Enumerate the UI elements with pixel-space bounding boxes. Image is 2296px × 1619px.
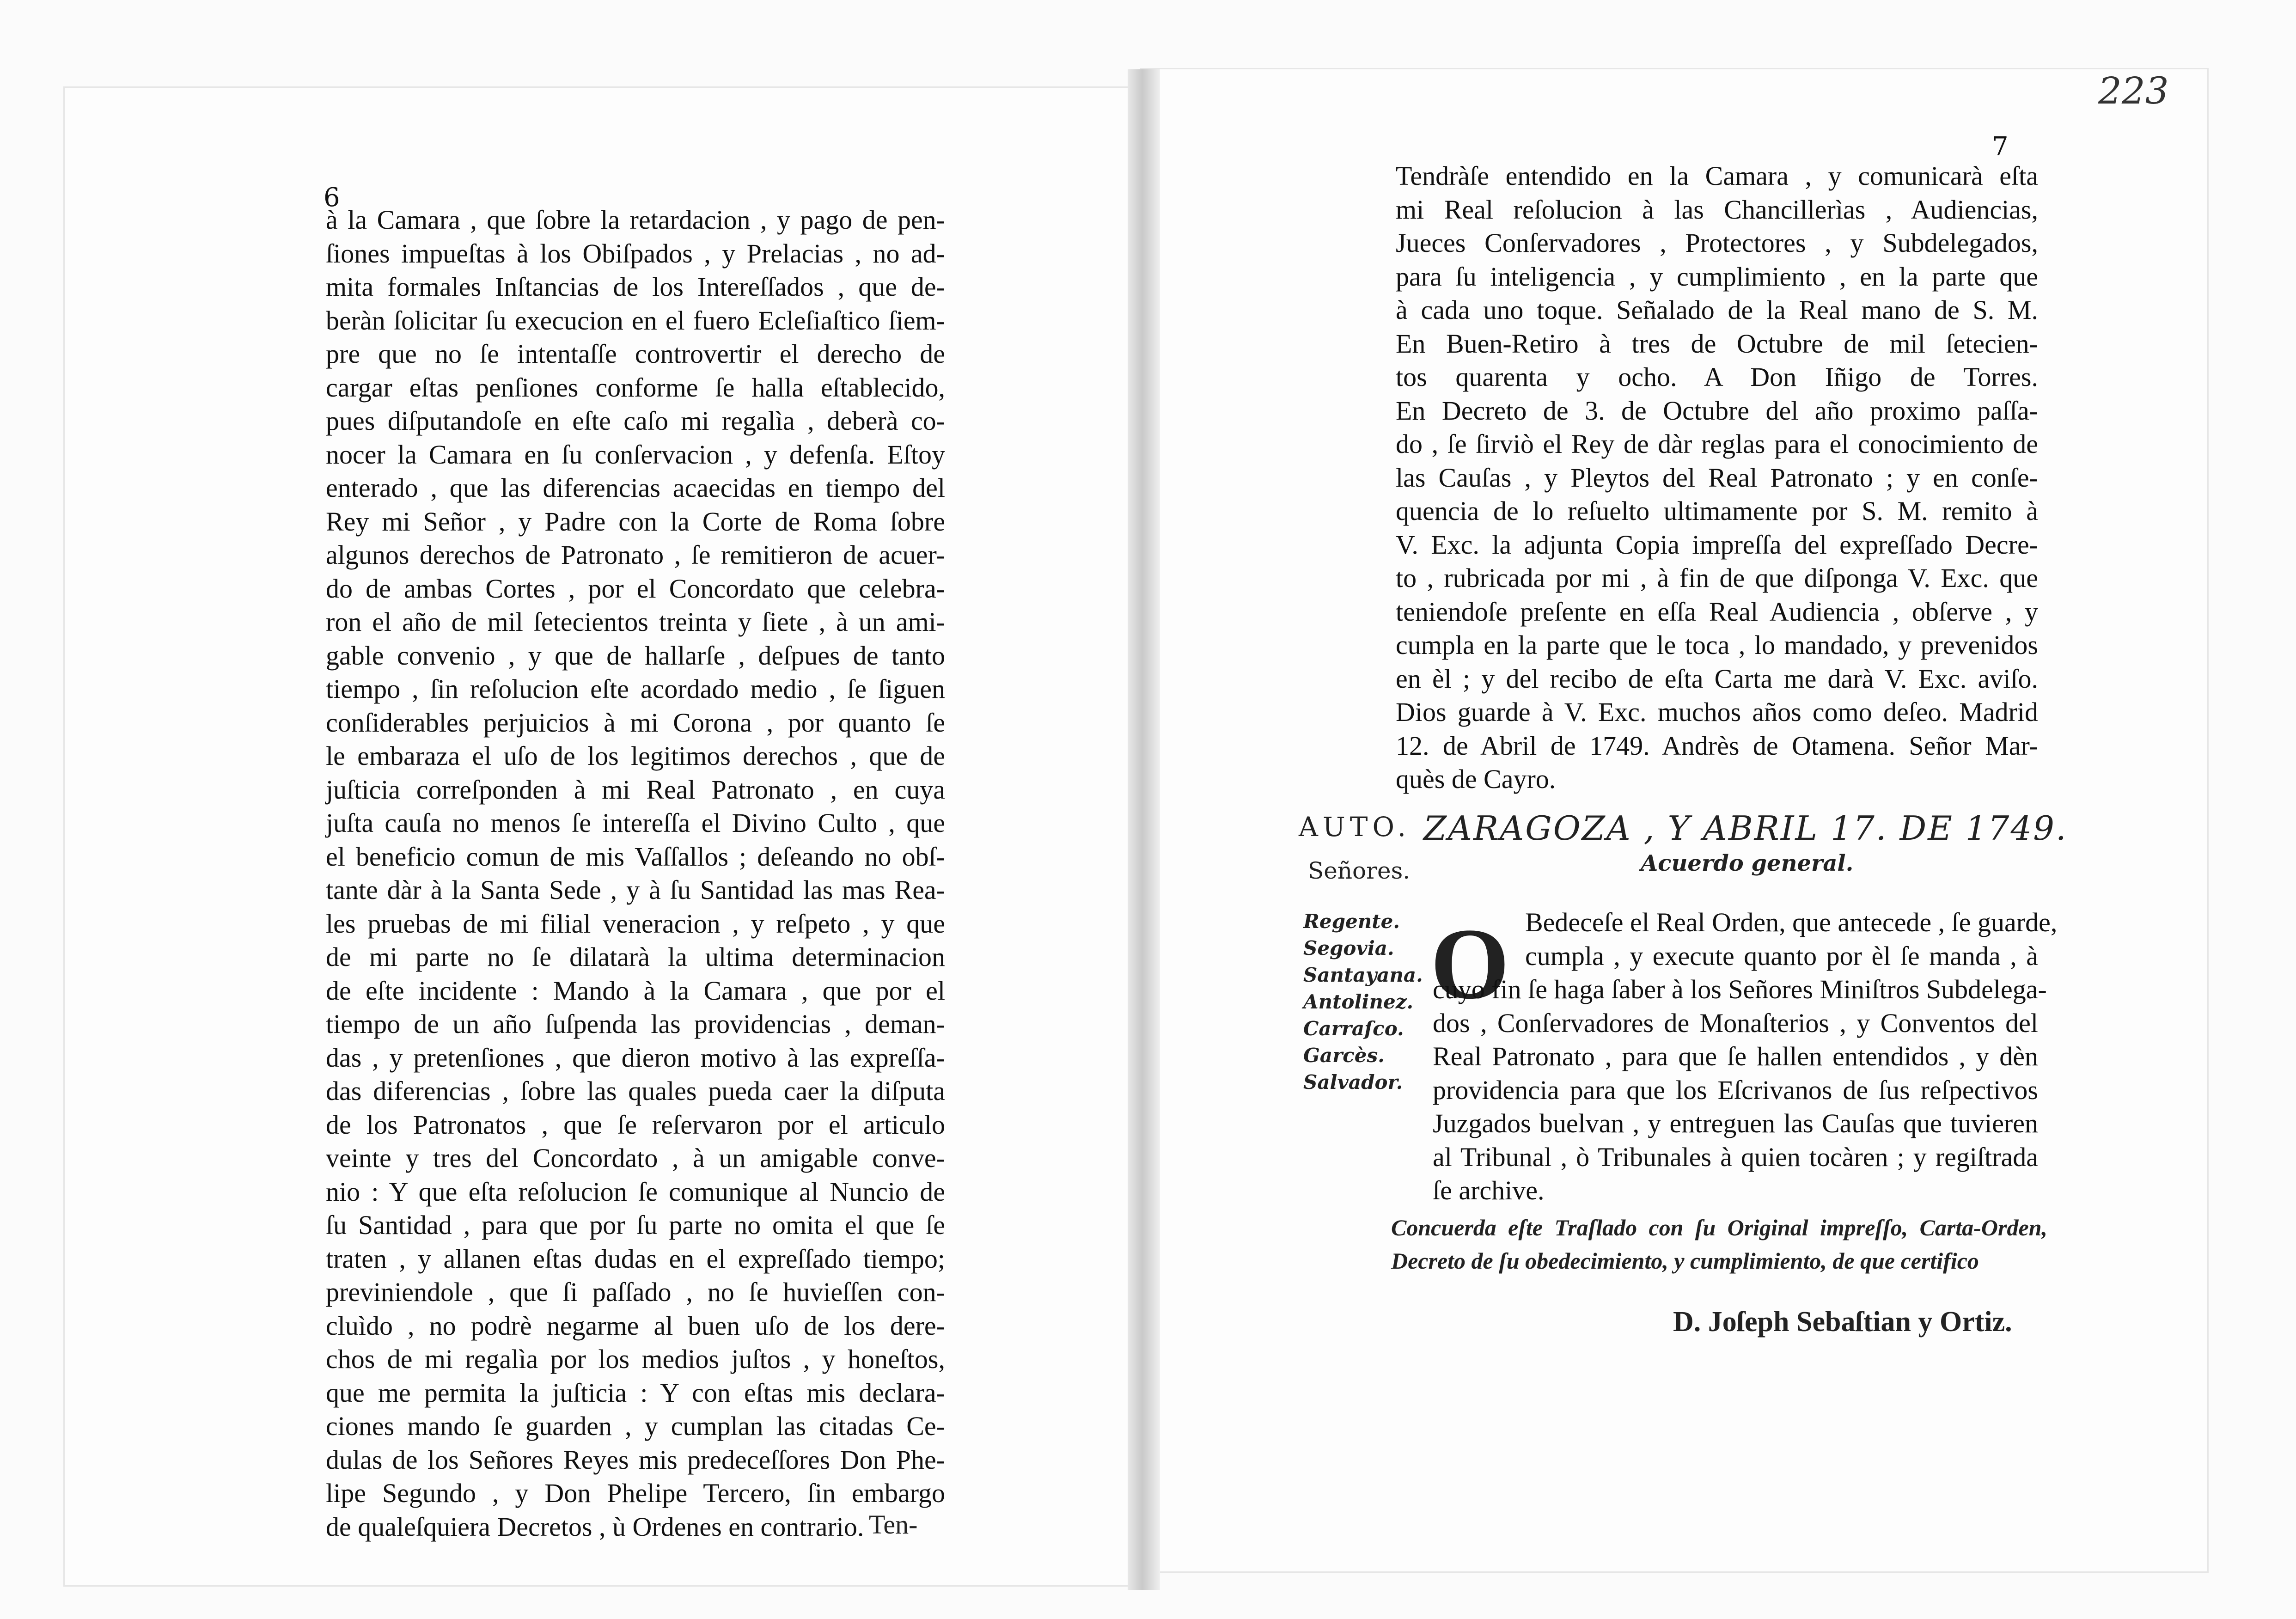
text-line: à la Camara , que ſobre la retardacion , y pago de pen-	[326, 205, 945, 235]
catchword: Ten-	[869, 1509, 918, 1540]
text-line: cuyo fin ſe haga ſaber à los Señores Miniſtros Subdelega-	[1433, 974, 2047, 1004]
text-line: mi Real reſolucion à las Chancillerìas , Audiencias,	[1396, 194, 2038, 225]
text-line: nio : Y que eſta reſolucion ſe comunique al Nuncio de	[326, 1176, 945, 1207]
text-line: quès de Cayro.	[1396, 764, 1556, 794]
minister-name: Garcès.	[1303, 1044, 1385, 1067]
text-line: providencia para que los Eſcrivanos de ſus reſpectivos	[1433, 1075, 2038, 1105]
text-line: Bedeceſe el Real Orden, que antecede , ſe guarde,	[1525, 907, 2058, 937]
text-line: de eſte incidente : Mando à la Camara , que por el	[326, 975, 945, 1006]
drop-cap: O	[1430, 907, 1510, 1020]
text-line: Dios guarde à V. Exc. muchos años como deſeo. Madrid	[1396, 697, 2038, 727]
text-line: tante dàr à la Santa Sede , y à ſu Santidad las mas Rea-	[326, 875, 945, 905]
folio-number: 223	[2098, 69, 2169, 112]
text-line: dulas de los Señores Reyes mis predeceſſores Don Phe-	[326, 1444, 945, 1475]
left-page-body	[326, 203, 945, 1544]
text-line: quencia de lo reſuelto ultimamente por S. M. remito à	[1396, 496, 2038, 526]
text-line: previniendole , que ſi paſſado , no ſe huvieſſen con-	[326, 1277, 945, 1307]
text-line: de los Patronatos , que ſe reſervaron por el articulo	[326, 1109, 945, 1140]
ministers-list	[1303, 908, 1423, 1096]
auto-header: ZARAGOZA , Y ABRIL 17. DE 1749.	[1423, 809, 2068, 848]
book-gutter	[1128, 69, 1160, 1590]
text-line: chos de mi regalìa por los medios juſtos , y honeſtos,	[326, 1344, 945, 1374]
text-line: ſe archive.	[1433, 1175, 1545, 1205]
text-line: das , y pretenſiones , que dieron motivo à las expreſſa-	[326, 1042, 945, 1073]
minister-name: Regente.	[1303, 910, 1400, 933]
text-line: las Cauſas , y Pleytos del Real Patronato ; y en conſe-	[1396, 462, 2038, 493]
text-line: ciones mando ſe guarden , y cumplan las citadas Ce-	[326, 1411, 945, 1441]
text-line: ſiones impueſtas à los Obiſpados , y Prelacias , no ad-	[326, 238, 945, 269]
text-line: mita formales Inſtancias de los Intereſſados , que de-	[326, 272, 945, 302]
auto-label: AUTO.	[1299, 811, 1411, 843]
text-line: 12. de Abril de 1749. Andrès de Otamena. Señor Mar-	[1396, 730, 2038, 761]
minister-name: Segovia.	[1303, 937, 1394, 959]
text-line: para ſu inteligencia , y cumplimiento , en la parte que	[1396, 261, 2038, 292]
text-line: le embaraza el uſo de los legitimos derechos , que de	[326, 741, 945, 771]
text-line: pre que no ſe intentaſſe controvertir el derecho de	[326, 339, 945, 369]
text-line: do , ſe ſirviò el Rey de dàr reglas para el conocimiento de	[1396, 429, 2038, 459]
minister-name: Antolinez.	[1303, 990, 1414, 1013]
right-page-body	[1396, 159, 2038, 796]
text-line: Tendràſe entendido en la Camara , y comunicarà eſta	[1396, 161, 2038, 191]
text-line: V. Exc. la adjunta Copia impreſſa del expreſſado Decre-	[1396, 529, 2038, 560]
text-line: juſticia correſponden à mi Real Patronato , en cuya	[326, 774, 945, 805]
text-line: do de ambas Cortes , por el Concordato que celebra-	[326, 573, 945, 604]
concuerda-line: Decreto de ſu obedecimiento, y cumplimiento, de que certifico	[1391, 1248, 1979, 1274]
text-line: les pruebas de mi filial veneracion , y reſpeto , y que	[326, 908, 945, 939]
text-line: algunos derechos de Patronato , ſe remitieron de acuer-	[326, 540, 945, 570]
text-line: cargar eſtas penſiones conforme ſe halla eſtablecido,	[326, 372, 945, 403]
text-line: Real Patronato , para que ſe hallen entendidos , y dèn	[1433, 1041, 2038, 1071]
text-line: En Buen-Retiro à tres de Octubre de mil ſetecien-	[1396, 328, 2038, 359]
concuerda-note	[1391, 1211, 2047, 1277]
text-line: dos , Conſervadores de Monaſterios , y Conventos del	[1433, 1008, 2038, 1038]
acuerdo-label: Acuerdo general.	[1641, 850, 1854, 876]
text-line: à cada uno toque. Señalado de la Real mano de S. M.	[1396, 295, 2038, 325]
minister-name: Salvador.	[1303, 1071, 1403, 1094]
text-line: en èl ; y del recibo de eſta Carta me darà V. Exc. aviſo.	[1396, 663, 2038, 694]
text-line: tiempo , ſin reſolucion eſte acordado medio , ſe ſiguen	[326, 674, 945, 704]
text-line: tiempo de un año ſuſpenda las providencias , deman-	[326, 1009, 945, 1039]
text-line: cluìdo , no podrè negarme al buen uſo de los dere-	[326, 1310, 945, 1341]
text-line: Jueces Conſervadores , Protectores , y Subdelegados,	[1396, 228, 2038, 258]
text-line: teniendoſe preſente en eſſa Real Audiencia , obſerve , y	[1396, 596, 2038, 627]
right-page-number: 7	[1992, 132, 2009, 162]
text-line: pues diſputandoſe en eſte caſo mi regalìa , deberà co-	[326, 406, 945, 436]
auto-body	[1433, 906, 2058, 1208]
text-line: ron el año de mil ſetecientos treinta y ſiete , à un ami-	[326, 607, 945, 637]
text-line: enterado , que las diferencias acaecidas en tiempo del	[326, 473, 945, 503]
text-line: conſiderables perjuicios à mi Corona , por quanto ſe	[326, 707, 945, 738]
text-line: lipe Segundo , y Don Phelipe Tercero, ſin embargo	[326, 1478, 945, 1508]
text-line: gable convenio , y que de hallarſe , deſpues de tanto	[326, 640, 945, 671]
text-line: que me permita la juſticia : Y con eſtas mis declara-	[326, 1377, 945, 1408]
text-line: nocer la Camara en ſu conſervacion , y defenſa. Eſtoy	[326, 439, 945, 470]
text-line: Juzgados buelvan , y entreguen las Cauſas que tuvieren	[1433, 1108, 2038, 1138]
left-page-number: 6	[324, 183, 340, 213]
text-line: das diferencias , ſobre las quales pueda caer la diſputa	[326, 1076, 945, 1106]
text-line: beràn ſolicitar ſu execucion en el fuero Ecleſiaſtico ſiem-	[326, 305, 945, 336]
text-line: traten , y allanen eſtas dudas en el expreſſado tiempo;	[326, 1243, 945, 1274]
minister-name: Santayana.	[1303, 964, 1423, 986]
text-line: de mi parte no ſe dilatarà la ultima determinacion	[326, 942, 945, 972]
text-line: al Tribunal , ò Tribunales à quien tocàren ; y regiſtrada	[1433, 1142, 2038, 1172]
text-line: cumpla , y execute quanto por èl ſe manda , à	[1525, 941, 2038, 971]
text-line: tos quarenta y ocho. A Don Iñigo de Torres.	[1396, 362, 2038, 392]
senores-label: Señores.	[1308, 857, 1411, 884]
text-line: de qualeſquiera Decretos , ù Ordenes en contrario.	[326, 1511, 864, 1542]
signature: D. Joſeph Sebaſtian y Ortiz.	[1673, 1306, 2012, 1338]
text-line: En Decreto de 3. de Octubre del año proximo paſſa-	[1396, 395, 2038, 426]
concuerda-line: Concuerda eſte Traſlado con ſu Original impreſſo, Carta-Orden,	[1391, 1215, 2047, 1240]
text-line: Rey mi Señor , y Padre con la Corte de Roma ſobre	[326, 506, 945, 537]
text-line: juſta cauſa no menos ſe intereſſa el Divino Culto , que	[326, 808, 945, 838]
minister-name: Carraſco.	[1303, 1017, 1404, 1040]
text-line: veinte y tres del Concordato , à un amigable conve-	[326, 1143, 945, 1173]
text-line: to , rubricada por mi , à fin de que diſponga V. Exc. que	[1396, 563, 2038, 593]
text-line: ſu Santidad , para que por ſu parte no omita el que ſe	[326, 1210, 945, 1240]
text-line: el beneficio comun de mis Vaſſallos ; deſeando no obſ-	[326, 841, 945, 872]
text-line: cumpla en la parte que le toca , lo mandado, y prevenidos	[1396, 630, 2038, 660]
